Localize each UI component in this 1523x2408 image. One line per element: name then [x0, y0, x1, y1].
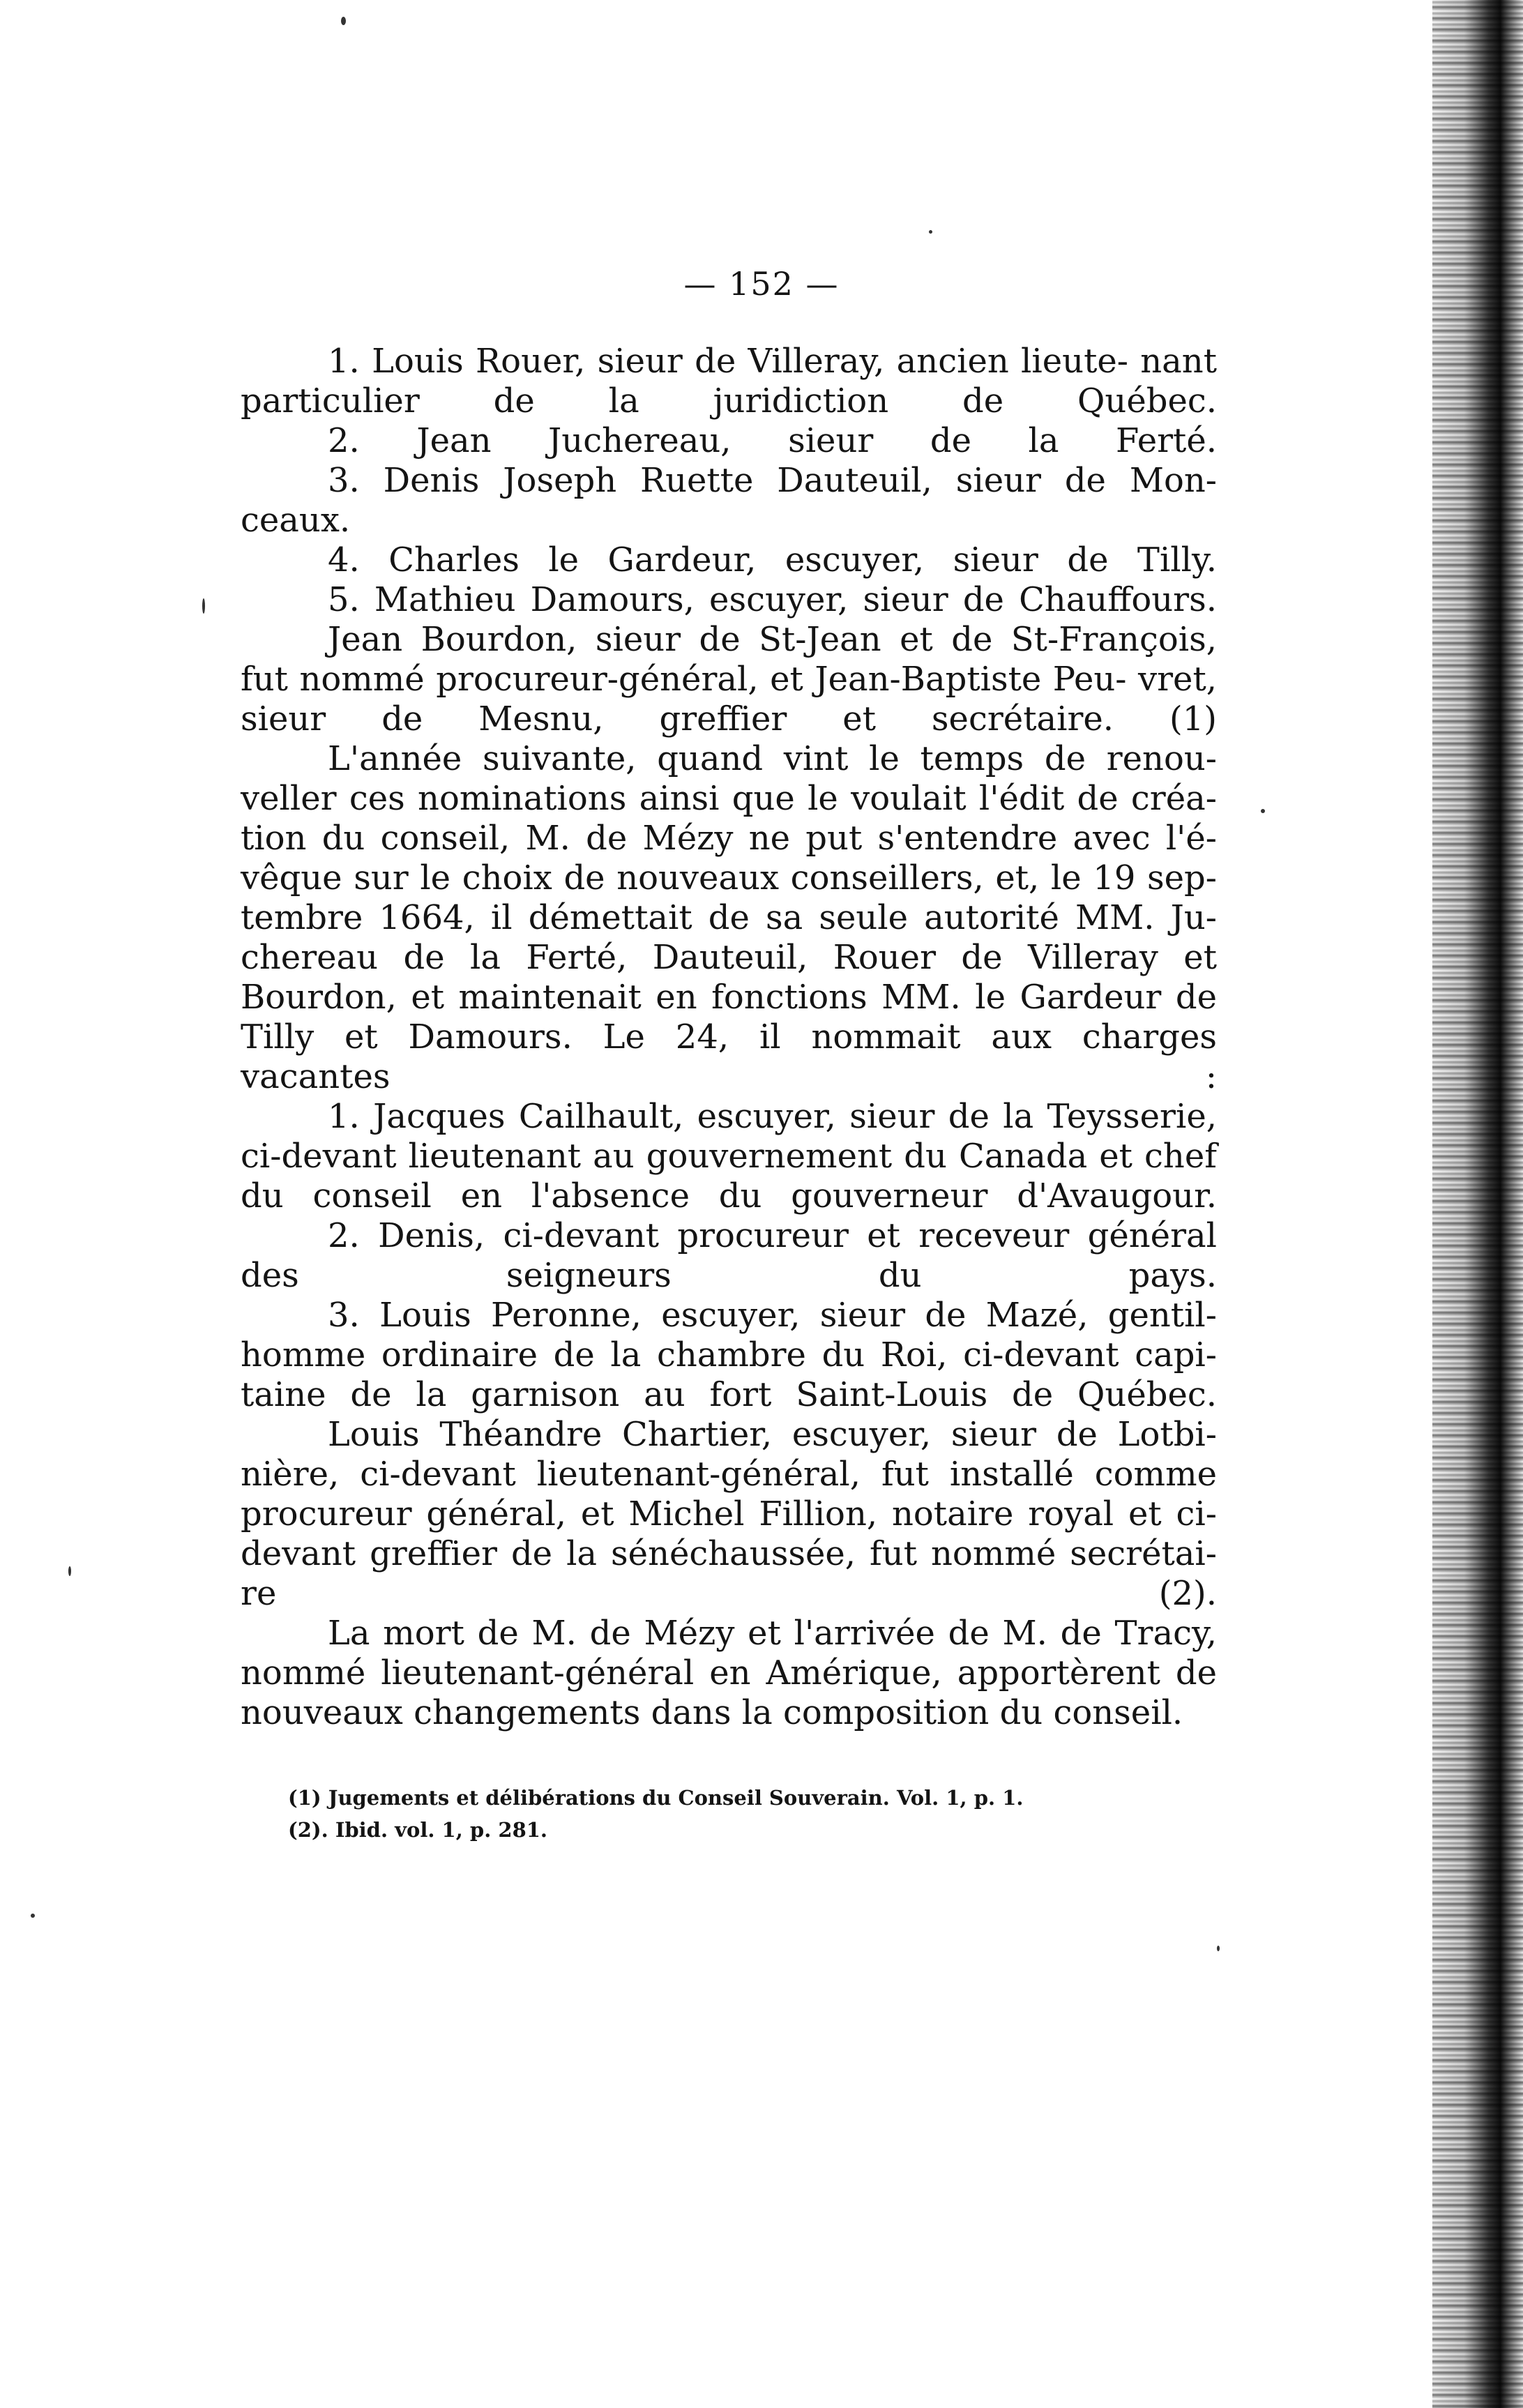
list-item: 2. Denis, ci-devant procureur et receveur général des seigneurs du pays.: [241, 1216, 1217, 1295]
scan-speck: [341, 17, 346, 25]
body-text: [241, 342, 1217, 1733]
list-item: 3. Denis Joseph Ruette Dauteuil, sieur de Mon- ceaux.: [241, 461, 1217, 540]
scan-speck: [68, 1566, 71, 1576]
scan-speck: [31, 1914, 35, 1918]
list-item: 4. Charles le Gardeur, escuyer, sieur de Tilly.: [328, 540, 1217, 580]
scan-speck: [929, 230, 932, 234]
footnote: (1) Jugements et délibérations du Conseil Souverain. Vol. 1, p. 1.: [288, 1786, 1024, 1810]
list-item: 5. Mathieu Damours, escuyer, sieur de Chauffours.: [328, 580, 1217, 619]
footnote: (2). Ibid. vol. 1, p. 281.: [288, 1818, 548, 1842]
footnotes: [288, 1782, 1195, 1846]
scan-speck: [1261, 809, 1265, 813]
list-item: 3. Louis Peronne, escuyer, sieur de Mazé, gentil- homme ordinaire de la chambre du Roi, ci-devant capi- taine de la garnison au fort Saint-Louis de Québec.: [241, 1296, 1217, 1414]
list-item: 1. Jacques Cailhault, escuyer, sieur de la Teysserie, ci-devant lieutenant au gouvernement du Canada et chef du conseil en l'absence du gouverneur d'Avaugour.: [241, 1097, 1217, 1216]
list-item: 2. Jean Juchereau, sieur de la Ferté.: [328, 421, 1217, 460]
list-item: 1. Louis Rouer, sieur de Villeray, ancien lieute- nant particulier de la juridiction de Québec.: [241, 342, 1217, 421]
paragraph: La mort de M. de Mézy et l'arrivée de M. de Tracy, nommé lieutenant-général en Amérique, apportèrent de nouveaux changements dans la composition du conseil.: [241, 1614, 1217, 1732]
paragraph: Louis Théandre Chartier, escuyer, sieur de Lotbi- nière, ci-devant lieutenant-général, fut installé comme procureur général, et Michel Fillion, notaire royal et ci- devant greffier de la sénéchaussée, fut nommé secrétai- re (2).: [241, 1415, 1217, 1613]
paragraph: Jean Bourdon, sieur de St-Jean et de St-François, fut nommé procureur-général, et Jean-Baptiste Peu- vret, sieur de Mesnu, greffier et secrétaire. (1): [241, 620, 1217, 739]
binding-gutter: [1432, 0, 1523, 2408]
page-number: — 152 —: [683, 265, 840, 303]
scan-speck: [202, 598, 205, 614]
scan-speck: [1217, 1946, 1220, 1951]
paragraph: L'année suivante, quand vint le temps de renou- veller ces nominations ainsi que le voulait l'édit de créa- tion du conseil, M. de Mézy ne put s'entendre avec l'é- vêque sur le choix de nouveaux conseillers, et, le 19 sep- tembre 1664, il démettait de sa seule autorité MM. Ju- chereau de la Ferté, Dauteuil, Rouer de Villeray et Bourdon, et maintenait en fonctions MM. le Gardeur de Tilly et Damours. Le 24, il nommait aux charges vacantes :: [241, 739, 1217, 1096]
